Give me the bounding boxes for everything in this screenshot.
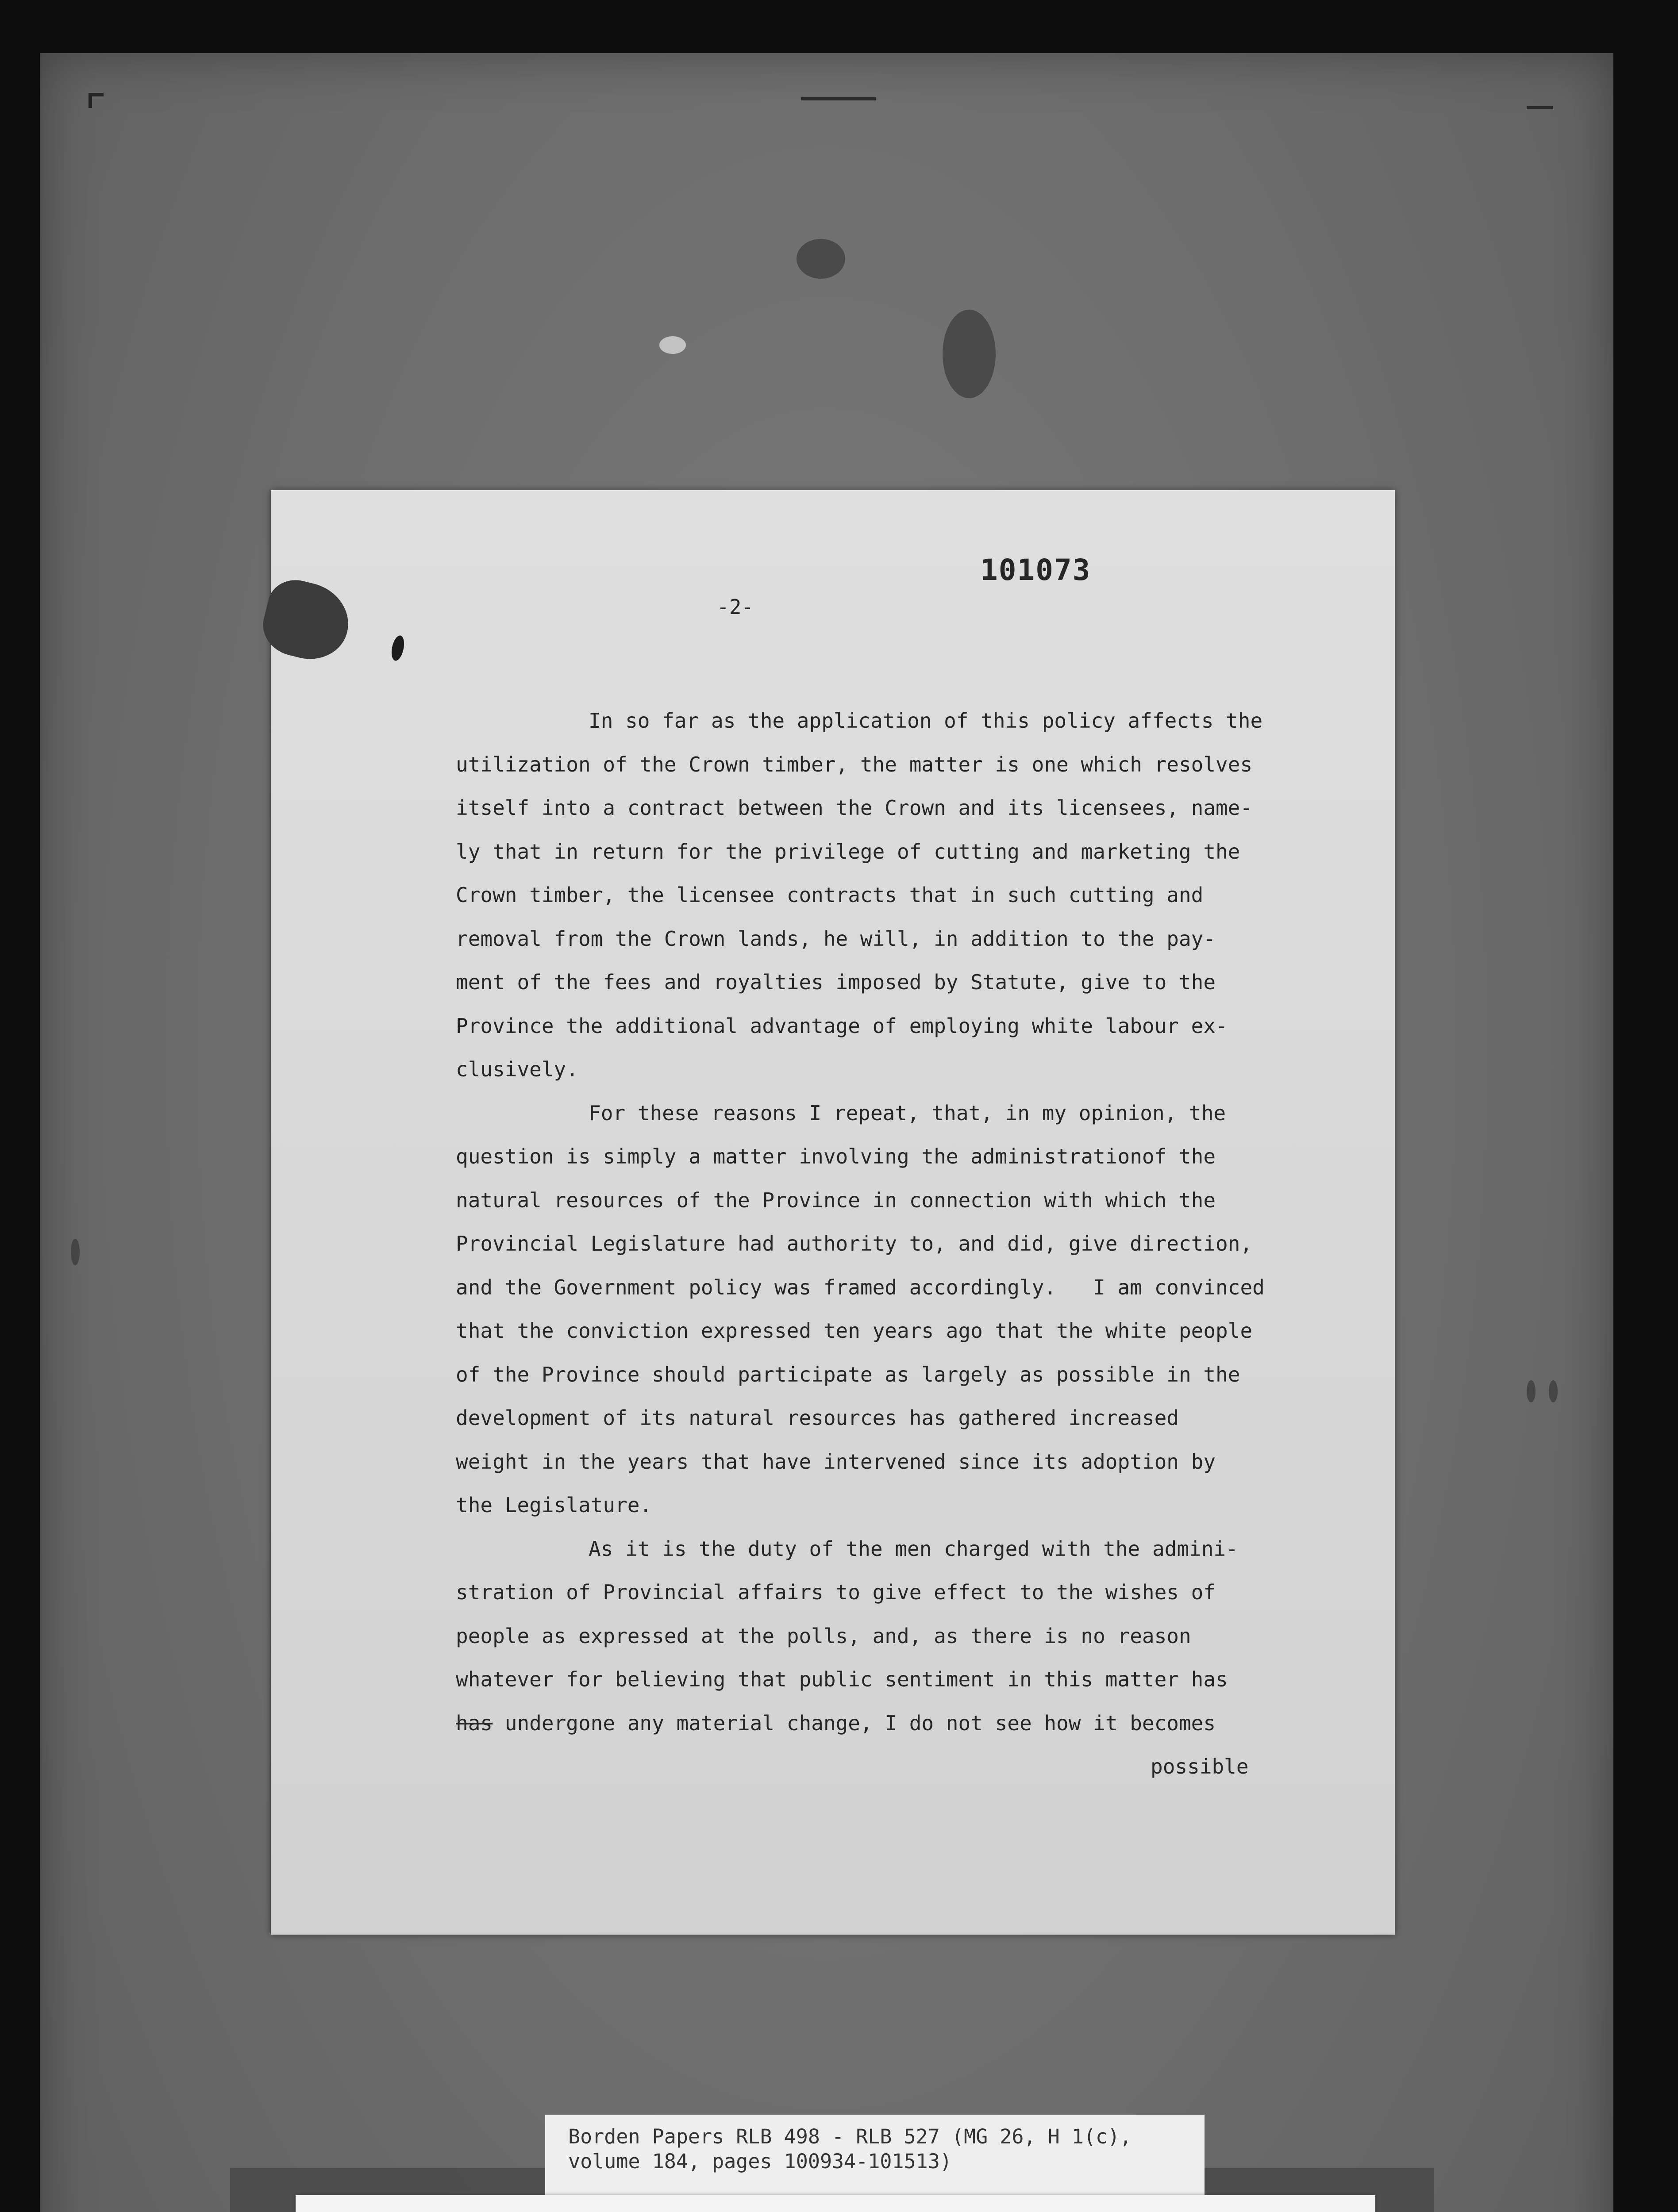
struck-word: has — [456, 1711, 493, 1735]
letter-line — [456, 1527, 1341, 1571]
letter-body — [456, 699, 1341, 1789]
letter-line-text: ly that in return for the privilege of cutting and marketing the — [456, 839, 1240, 864]
letter-line-text: utilization of the Crown timber, the matter is one which resolves — [456, 752, 1253, 776]
letter-line — [456, 699, 1341, 743]
registration-mark-top — [801, 97, 876, 100]
letter-line — [456, 873, 1341, 917]
letter-line — [456, 1614, 1341, 1658]
letter-line — [456, 1135, 1341, 1179]
letter-line-text: clusively. — [456, 1057, 578, 1081]
letter-line — [456, 830, 1341, 874]
citation-line: volume 184, pages 100934-101513) — [568, 2150, 952, 2173]
folio-number: 101073 — [980, 553, 1091, 587]
registration-mark-right — [1527, 106, 1553, 109]
letter-line — [456, 1396, 1341, 1440]
letter-line-text: Province the additional advantage of employing white labour ex- — [456, 1014, 1228, 1038]
board-mark — [71, 1239, 80, 1265]
letter-line-text: weight in the years that have intervened since its adoption by — [456, 1449, 1216, 1474]
letter-line-text: and the Government policy was framed accordingly. I am convinced — [456, 1275, 1265, 1299]
crop-mark-top-left — [89, 93, 104, 108]
letter-line-text: possible — [1151, 1755, 1249, 1778]
letter-line — [456, 1745, 1341, 1789]
letter-line — [456, 1571, 1341, 1614]
letter-line — [456, 1353, 1341, 1397]
letter-line — [456, 917, 1341, 961]
board-mark — [1549, 1380, 1558, 1402]
letter-line-text: As it is the duty of the men charged with the admini- — [589, 1536, 1238, 1561]
letter-line-text: Provincial Legislature had authority to, and did, give direction, — [456, 1232, 1253, 1256]
letter-line-text: itself into a contract between the Crown and its licensees, name- — [456, 796, 1253, 820]
letter-line — [456, 1658, 1341, 1701]
letter-line — [456, 1309, 1341, 1353]
letter-line — [456, 743, 1341, 787]
letter-line-text: development of its natural resources has gathered increased — [456, 1406, 1179, 1430]
letter-line — [456, 1091, 1341, 1135]
letter-line — [456, 1483, 1341, 1527]
letter-line-text: people as expressed at the polls, and, as there is no reason — [456, 1624, 1191, 1648]
letter-line-text: question is simply a matter involving the administrationof the — [456, 1144, 1216, 1168]
citation-line: Borden Papers RLB 498 - RLB 527 (MG 26, H 1(c), — [568, 2125, 1132, 2148]
letter-line-text: natural resources of the Province in connection with which the — [456, 1188, 1216, 1212]
letter-line-text: stration of Provincial affairs to give effect to the wishes of — [456, 1580, 1216, 1604]
archive-label — [296, 2195, 1375, 2212]
letter-line-text: undergone any material change, I do not see how it becomes — [504, 1711, 1216, 1735]
letter-line — [456, 1004, 1341, 1048]
letter-line — [456, 1440, 1341, 1484]
letter-line — [456, 1048, 1341, 1091]
letter-line-text: that the conviction expressed ten years ago that the white people — [456, 1319, 1253, 1343]
letter-line-text: ment of the fees and royalties imposed by Statute, give to the — [456, 970, 1216, 994]
letter-line-text: In so far as the application of this policy affects the — [589, 709, 1263, 733]
letter-line-text: whatever for believing that public sentiment in this matter has — [456, 1667, 1228, 1691]
board-highlight — [659, 336, 686, 354]
page-number: -2- — [717, 595, 754, 619]
letter-line — [456, 1701, 1341, 1745]
letter-line — [456, 1179, 1341, 1222]
citation-slip — [545, 2115, 1205, 2203]
letter-line-text: the Legislature. — [456, 1493, 652, 1517]
letter-line-text: Crown timber, the licensee contracts that in such cutting and — [456, 883, 1204, 907]
letter-line — [456, 786, 1341, 830]
letter-line-text: removal from the Crown lands, he will, in addition to the pay- — [456, 926, 1216, 951]
letter-line — [456, 960, 1341, 1004]
letter-line-text: For these reasons I repeat, that, in my opinion, the — [589, 1101, 1226, 1125]
letter-line — [456, 1266, 1341, 1310]
board-mark — [1527, 1380, 1536, 1402]
letter-line — [456, 1222, 1341, 1266]
board-stain — [797, 239, 845, 279]
letter-line-text: of the Province should participate as largely as possible in the — [456, 1362, 1240, 1386]
board-stain — [943, 310, 996, 398]
